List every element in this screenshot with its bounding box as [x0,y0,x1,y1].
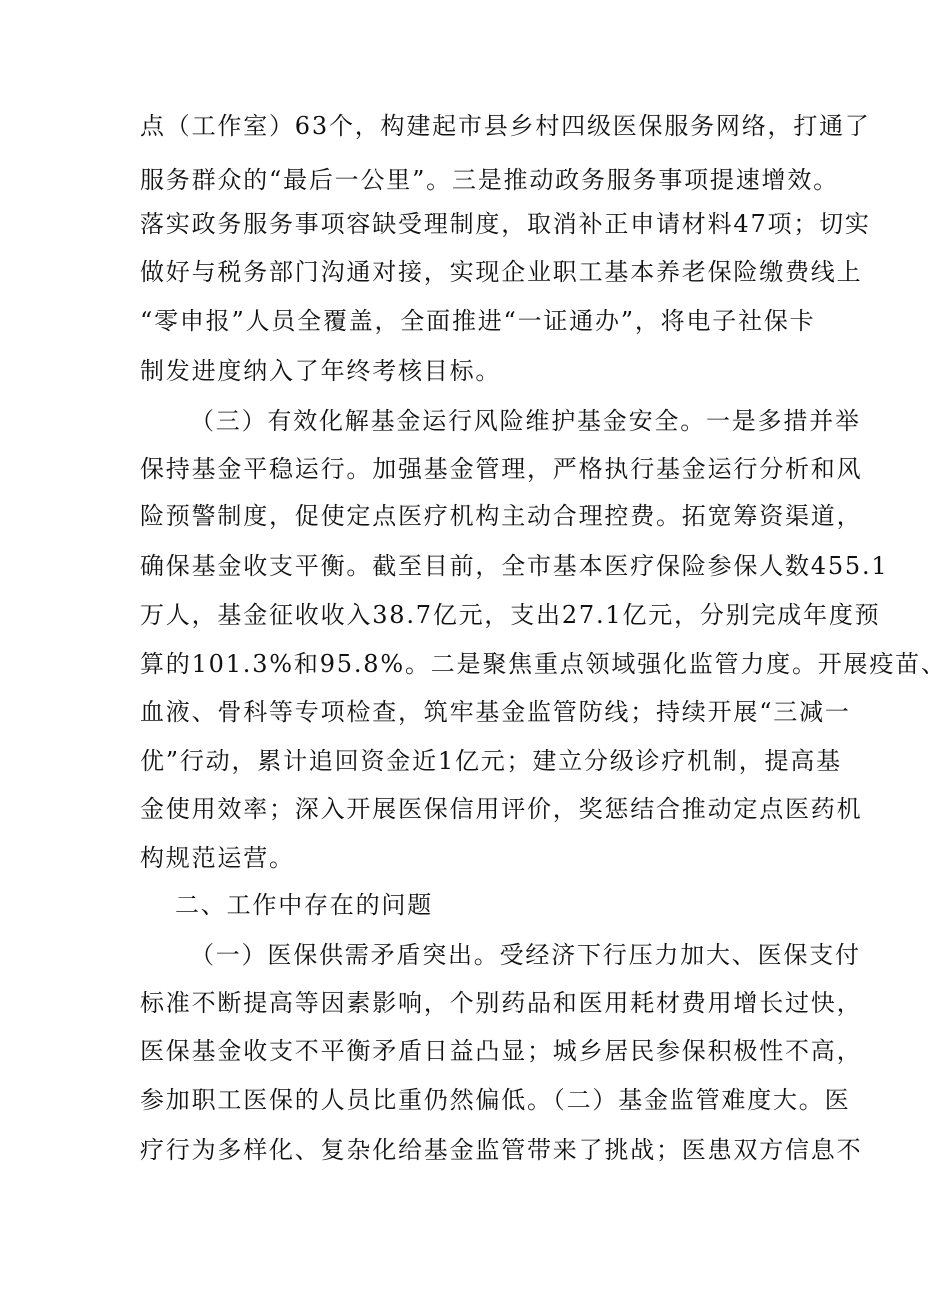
text-line: 险预警制度，促使定点医疗机构主动合理控费。拓宽筹资渠道， [140,502,863,530]
text-line: 金使用效率；深入开展医保信用评价，奖惩结合推动定点医药机 [140,795,863,823]
text-line: 优”行动，累计追回资金近1亿元；建立分级诊疗机制，提高基 [140,747,842,775]
text-line: 落实政务服务事项容缺受理制度，取消补正申请材料47项；切实 [140,210,871,238]
text-line: 做好与税务部门沟通对接，实现企业职工基本养老保险缴费线上 [140,258,863,286]
section-heading-problems: 二、工作中存在的问题 [175,891,433,919]
subsection-heading-supply-demand: （一）医保供需矛盾突出。受经济下行压力加大、医保支付 [190,941,861,969]
text-line: 服务群众的“最后一公里”。三是推动政务服务事项提速增效。 [140,166,839,194]
text-line: 参加职工医保的人员比重仍然偏低。（二）基金监管难度大。医 [140,1086,851,1114]
text-line: 构规范运营。 [140,844,295,872]
text-line: 保持基金平稳运行。加强基金管理，严格执行基金运行分析和风 [140,455,863,483]
text-line: 确保基金收支平衡。截至目前，全市基本医疗保险参保人数455.1 [140,552,889,580]
text-line: 点（工作室）63个，构建起市县乡村四级医保服务网络，打通了 [140,112,871,140]
text-line: 制发进度纳入了年终考核目标。 [140,357,502,385]
text-line: “零申报”人员全覆盖，全面推进“一证通办”，将电子社保卡 [140,307,816,335]
text-line: 血液、骨科等专项检查，筑牢基金监管防线；持续开展“三减一 [140,698,851,726]
text-line: 标准不断提高等因素影响，个别药品和医用耗材费用增长过快， [140,989,863,1017]
text-line: 算的101.3%和95.8%。二是聚焦重点领域强化监管力度。开展疫苗、 [140,650,947,678]
text-line: 万人，基金征收收入38.7亿元，支出27.1亿元，分别完成年度预 [140,601,881,629]
text-line: 疗行为多样化、复杂化给基金监管带来了挑战；医患双方信息不 [140,1136,863,1164]
text-line: 医保基金收支不平衡矛盾日益凸显；城乡居民参保积极性不高， [140,1037,863,1065]
section-heading-fund-risk: （三）有效化解基金运行风险维护基金安全。一是多措并举 [190,407,861,435]
